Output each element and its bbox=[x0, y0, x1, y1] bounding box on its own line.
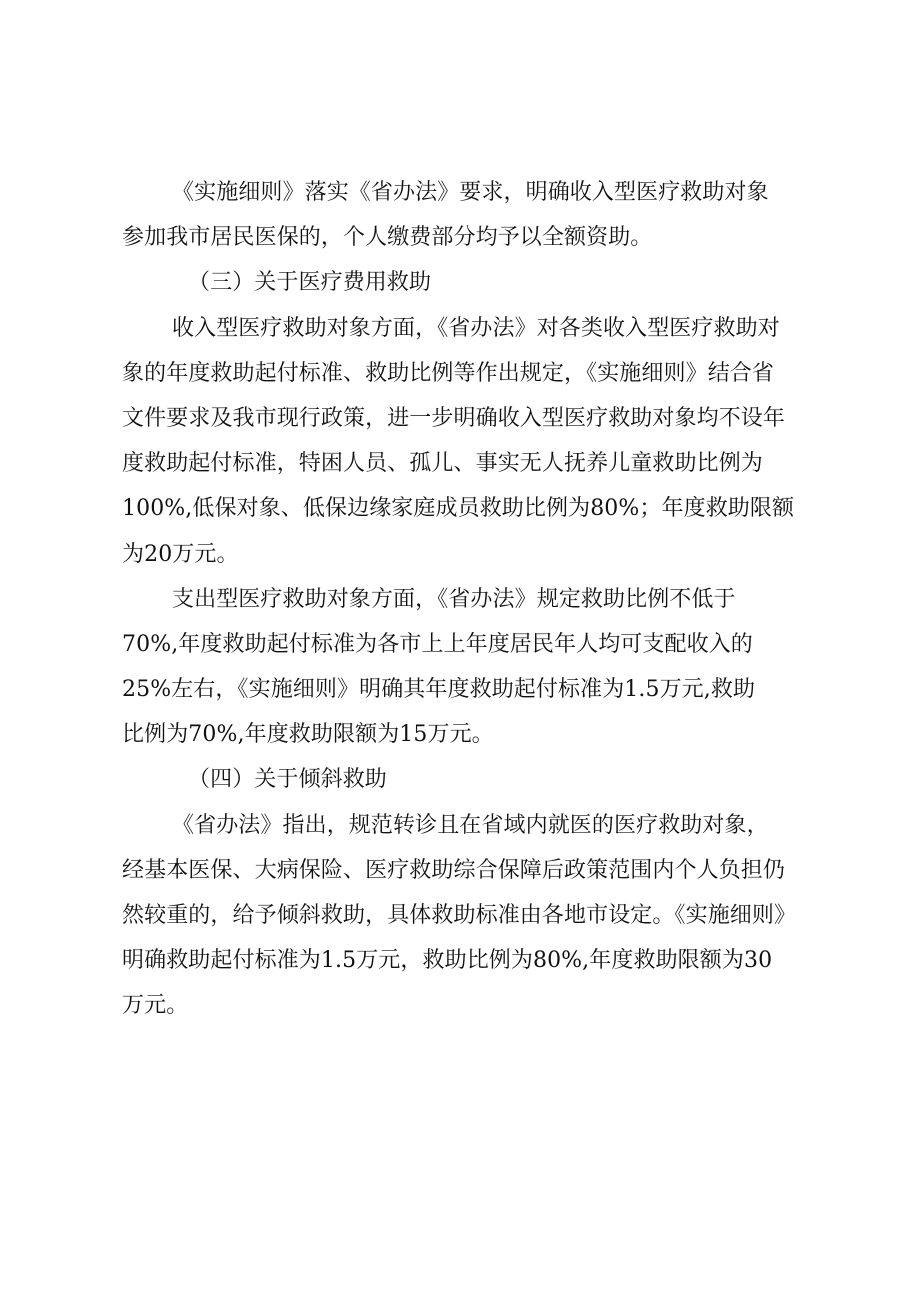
paragraph-line: 70%,年度救助起付标准为各市上上年度居民年人均可支配收入的 bbox=[122, 631, 753, 657]
paragraph-line: 参加我市居民医保的，个人缴费部分均予以全额资助。 bbox=[122, 225, 653, 251]
paragraph-line: 文件要求及我市现行政策，进一步明确收入型医疗救助对象均不设年 bbox=[122, 405, 786, 431]
paragraph-line: 明确救助起付标准为1.5万元，救助比例为80%,年度救助限额为30 bbox=[122, 948, 773, 974]
paragraph-line: 25%左右，《实施细则》明确其年度救助起付标准为1.5万元,救助 bbox=[122, 677, 756, 703]
paragraph-line: 经基本医保、大病保险、医疗救助综合保障后政策范围内个人负担仍 bbox=[122, 857, 786, 883]
paragraph-line: 度救助起付标准，特困人员、孤儿、事实无人抚养儿童救助比例为 bbox=[122, 451, 763, 477]
paragraph-line: 然较重的，给予倾斜救助，具体救助标准由各地市设定。《实施细则》 bbox=[122, 903, 797, 928]
paragraph-line: 收入型医疗救助对象方面，《省办法》对各类收入型医疗救助对 bbox=[172, 315, 780, 341]
paragraph-line: 支出型医疗救助对象方面，《省办法》规定救助比例不低于 bbox=[172, 586, 736, 612]
paragraph-line: 为20万元。 bbox=[122, 541, 239, 567]
section-heading: （三）关于医疗费用救助 bbox=[188, 270, 432, 296]
paragraph-line: 100%,低保对象、低保边缘家庭成员救助比例为80%；年度救助限额 bbox=[122, 496, 795, 522]
section-heading: （四）关于倾斜救助 bbox=[188, 767, 387, 793]
document-body bbox=[122, 170, 812, 1029]
paragraph-line: 万元。 bbox=[122, 993, 189, 1019]
paragraph-line: 《实施细则》落实《省办法》要求，明确收入型医疗救助对象 bbox=[172, 180, 769, 205]
paragraph-line: 象的年度救助起付标准、救助比例等作出规定，《实施细则》结合省 bbox=[122, 360, 775, 386]
paragraph-line: 比例为70%,年度救助限额为15万元。 bbox=[122, 722, 494, 748]
paragraph-line: 《省办法》指出，规范转诊且在省域内就医的医疗救助对象， bbox=[172, 812, 769, 838]
